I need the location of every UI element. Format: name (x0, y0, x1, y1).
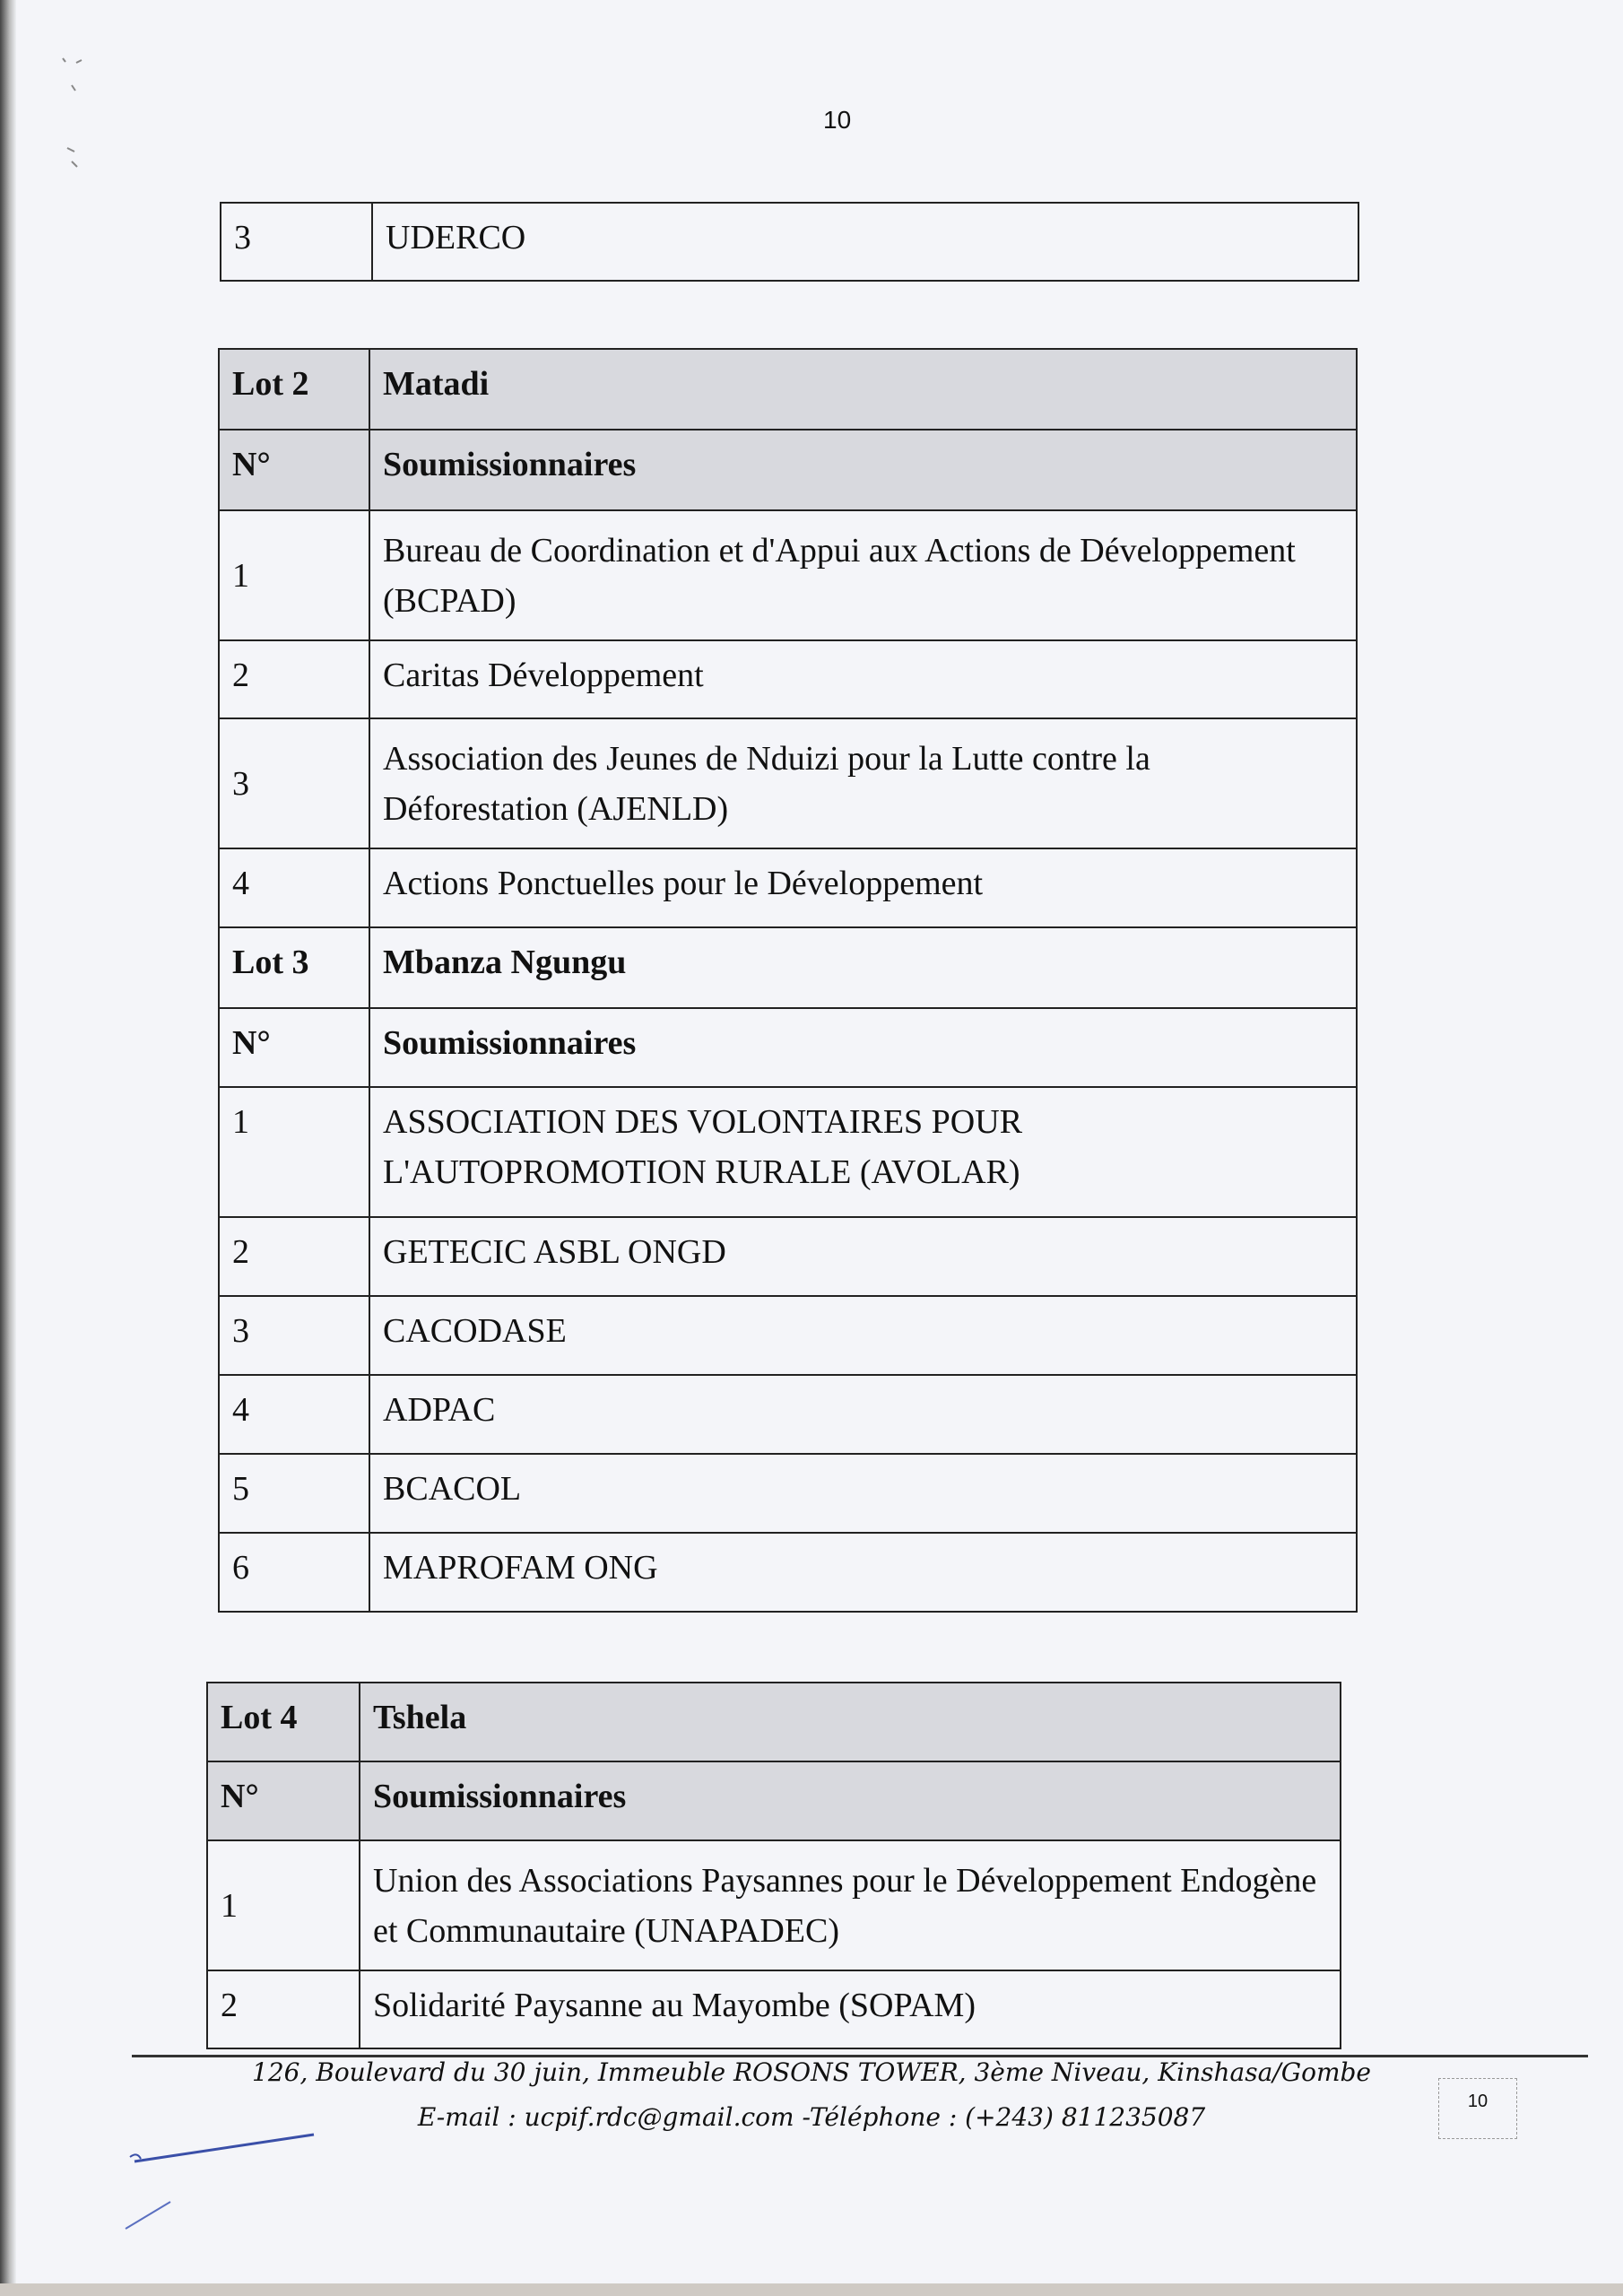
row-number: 1 (207, 1840, 360, 1970)
table-row (219, 510, 1357, 640)
column-header-row (219, 430, 1357, 510)
row-number: 1 (219, 1087, 369, 1217)
table-row (219, 1454, 1357, 1533)
table-row (219, 1296, 1357, 1375)
row-name: Caritas Développement (369, 640, 1357, 718)
lot-label: Lot 2 (219, 349, 369, 430)
row-number: 5 (219, 1454, 369, 1533)
name-header: Soumissionnaires (369, 430, 1357, 510)
no-header: N° (207, 1761, 360, 1840)
table-lot4 (206, 1682, 1341, 2049)
row-number: 4 (219, 848, 369, 927)
row-number: 4 (219, 1375, 369, 1454)
table-row (219, 848, 1357, 927)
row-name: GETECIC ASBL ONGD (369, 1217, 1357, 1296)
lot-header-row (219, 349, 1357, 430)
row-number: 1 (219, 510, 369, 640)
row-number: 3 (221, 203, 372, 281)
lot-name: Tshela (360, 1683, 1341, 1761)
table-row (207, 1840, 1341, 1970)
row-name: ASSOCIATION DES VOLONTAIRES POUR L'AUTOPROMOTION RURALE (AVOLAR) (369, 1087, 1357, 1217)
footer-contact: E-mail : ucpif.rdc@gmail.com -Téléphone : (+243) 811235087 (417, 2102, 1206, 2132)
row-number: 3 (219, 1296, 369, 1375)
row-name: Solidarité Paysanne au Mayombe (SOPAM) (360, 1970, 1341, 2048)
scan-bottom-edge (0, 2283, 1623, 2296)
row-number: 2 (219, 640, 369, 718)
row-number: 2 (219, 1217, 369, 1296)
table-row (219, 1533, 1357, 1612)
row-number: 3 (219, 718, 369, 848)
no-header: N° (219, 1008, 369, 1087)
row-number: 2 (207, 1970, 360, 2048)
lot-header-row (207, 1683, 1341, 1761)
table-row (219, 718, 1357, 848)
table-row (219, 1375, 1357, 1454)
row-name: UDERCO (372, 203, 1358, 281)
table-row (207, 1970, 1341, 2048)
lot-name: Matadi (369, 349, 1357, 430)
row-name: Union des Associations Paysannes pour le Développement Endogène et Communautaire (UNAPADEC) (360, 1840, 1341, 1970)
column-header-row (219, 1008, 1357, 1087)
table-lot2-lot3 (218, 348, 1358, 1613)
scan-edge (0, 0, 16, 2296)
row-name: MAPROFAM ONG (369, 1533, 1357, 1612)
column-header-row (207, 1761, 1341, 1840)
name-header: Soumissionnaires (360, 1761, 1341, 1840)
lot-name: Mbanza Ngungu (369, 927, 1357, 1008)
pen-mark (117, 2126, 332, 2242)
row-name: Bureau de Coordination et d'Appui aux Actions de Développement (BCPAD) (369, 510, 1357, 640)
page-number: 10 (823, 106, 852, 134)
table-row (219, 1087, 1357, 1217)
scan-marks (54, 49, 108, 193)
table-row (219, 640, 1357, 718)
lot-label: Lot 3 (219, 927, 369, 1008)
row-name: Actions Ponctuelles pour le Développement (369, 848, 1357, 927)
page-stamp: 10 (1438, 2078, 1517, 2139)
table-row (219, 1217, 1357, 1296)
footer-address: 126, Boulevard du 30 juin, Immeuble ROSONS TOWER, 3ème Niveau, Kinshasa/Gombe (252, 2057, 1371, 2087)
table-continued (220, 202, 1359, 282)
row-name: ADPAC (369, 1375, 1357, 1454)
lot-label: Lot 4 (207, 1683, 360, 1761)
row-name: BCACOL (369, 1454, 1357, 1533)
row-name: Association des Jeunes de Nduizi pour la Lutte contre la Déforestation (AJENLD) (369, 718, 1357, 848)
row-name: CACODASE (369, 1296, 1357, 1375)
table-row (221, 203, 1358, 281)
lot-header-row (219, 927, 1357, 1008)
row-number: 6 (219, 1533, 369, 1612)
name-header: Soumissionnaires (369, 1008, 1357, 1087)
no-header: N° (219, 430, 369, 510)
